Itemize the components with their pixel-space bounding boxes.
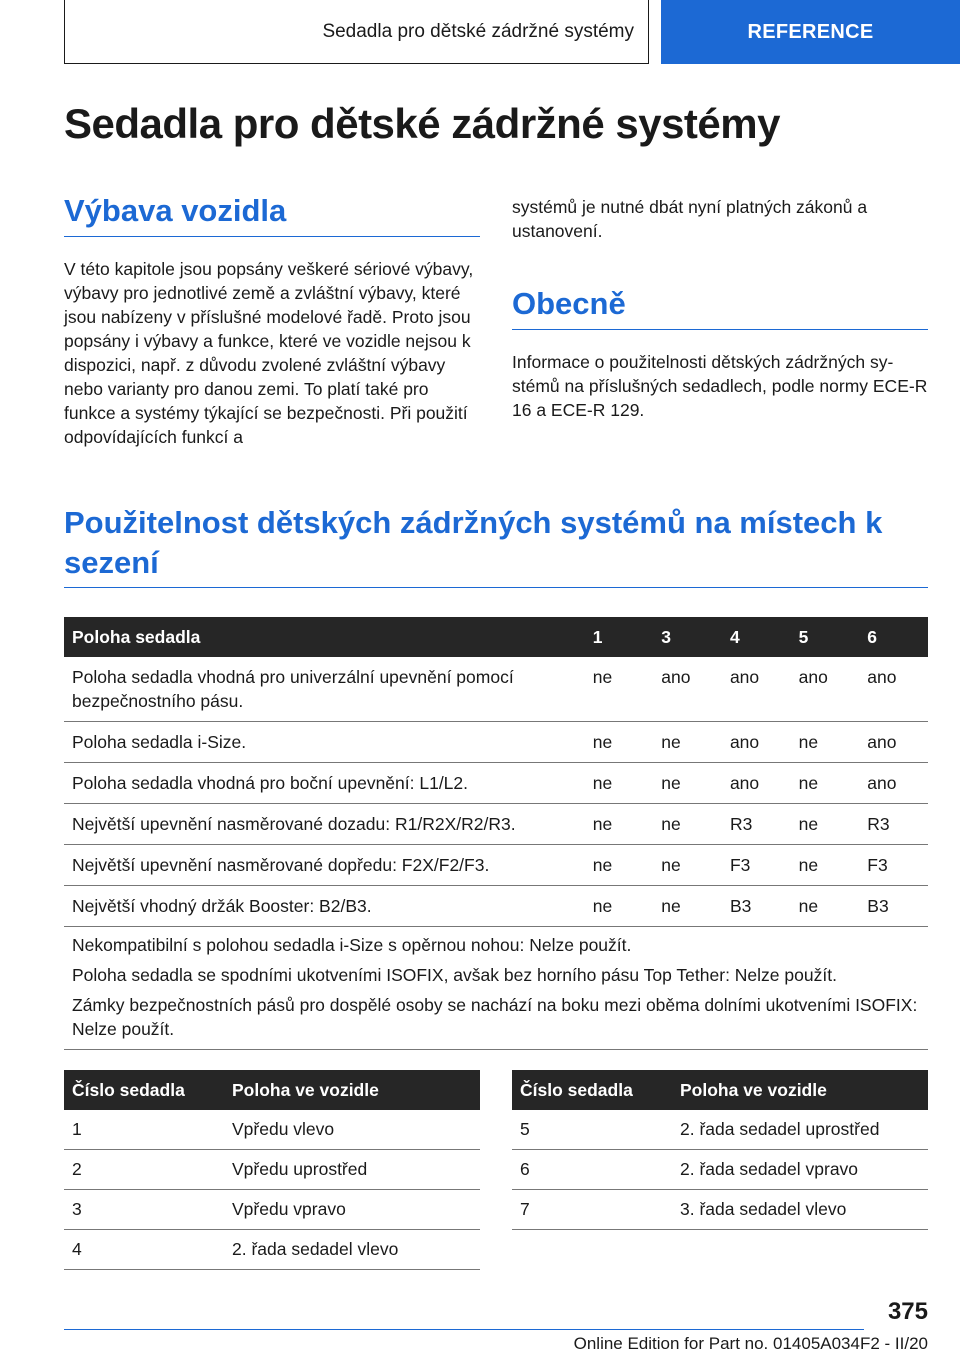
table-notes-row	[64, 927, 928, 1050]
table-row	[64, 886, 928, 927]
table-cell: ano	[722, 763, 791, 804]
table-cell: 2	[64, 1150, 224, 1190]
table-cell: Největší vhodný držák Booster: B2/B3.	[64, 886, 585, 927]
table-cell: ne	[585, 657, 654, 722]
table-cell: ne	[585, 804, 654, 845]
table-cell: 1	[64, 1110, 224, 1150]
table-cell: 2. řada sedadel uprostřed	[672, 1110, 928, 1150]
table-note: Poloha sedadla se spodními ukotveními ISOFIX, avšak bez horního pásu Top Tether: Nelze použít.	[72, 965, 837, 985]
table-row	[64, 1110, 480, 1150]
column-header: 5	[791, 617, 860, 657]
table-cell: ne	[653, 763, 722, 804]
table-cell: ne	[585, 886, 654, 927]
table-cell: ne	[791, 886, 860, 927]
column-header: Poloha ve vozidle	[224, 1070, 480, 1110]
table-notes	[64, 927, 928, 1050]
seat-suitability-table	[64, 617, 928, 1050]
column-header: 3	[653, 617, 722, 657]
section-pouzitelnost	[64, 503, 928, 588]
table-cell: B3	[859, 886, 928, 927]
column-header: Číslo sedadla	[512, 1070, 672, 1110]
section-text-obecne: Informace o použitelnosti dětských zádržných systémů na příslušných sedadlech, podle normy ECE-R 16 a ECE-R 129.	[512, 352, 928, 420]
section-title-obecne: Obecně	[512, 285, 928, 330]
section-text-vybava: V této kapitole jsou popsány veškeré sériové výbavy, výbavy pro jednotlivé země a zvláštní výbavy, které jsou nabízeny v příslušné modelové řadě. Proto jsou popsány i výbavy a funkce, které ve vozidle nejsou k dispozici, např. z důvodu zvolené zvláštní výbavy nebo varianty pro danou zemi. To platí také pro funkce a systémy týkající se bezpečnosti. Při použití odpovídajících funkcí a	[64, 259, 474, 447]
table-cell: ne	[585, 722, 654, 763]
table-cell: 7	[512, 1190, 672, 1230]
table-cell: 3	[64, 1190, 224, 1230]
table-cell: ne	[791, 804, 860, 845]
table-row	[64, 722, 928, 763]
table-cell: Největší upevnění nasměrované dopředu: F2X/F2/F3.	[64, 845, 585, 886]
table-cell: ano	[653, 657, 722, 722]
table-row	[64, 1150, 480, 1190]
table-row	[512, 1110, 928, 1150]
table-cell: 5	[512, 1110, 672, 1150]
table-cell: 4	[64, 1230, 224, 1270]
table-cell: 3. řada sedadel vlevo	[672, 1190, 928, 1230]
section-title-pouzitelnost: Použitelnost dětských zádržných systémů na místech k sezení	[64, 503, 928, 588]
table-row	[64, 763, 928, 804]
section-text-vybava-continued: systémů je nutné dbát nyní platných zákonů a ustanovení.	[512, 197, 868, 241]
table-cell: ne	[653, 804, 722, 845]
table-header-row	[512, 1070, 928, 1110]
table-cell: ano	[791, 657, 860, 722]
table-cell: ne	[653, 845, 722, 886]
seat-number-table-right	[512, 1070, 928, 1230]
column-header: 4	[722, 617, 791, 657]
page-title: Sedadla pro dětské zádržné systémy	[64, 100, 780, 147]
table-cell: B3	[722, 886, 791, 927]
footer-edition-text: Online Edition for Part no. 01405A034F2 - II/20	[573, 1334, 928, 1353]
section-title-vybava: Výbava vozidla	[64, 192, 480, 237]
table-cell: Poloha sedadla i-Size.	[64, 722, 585, 763]
table-cell: ne	[791, 845, 860, 886]
seat-number-table-left	[64, 1070, 480, 1270]
table-cell: ne	[585, 845, 654, 886]
table-cell: Poloha sedadla vhodná pro boční upevnění: L1/L2.	[64, 763, 585, 804]
column-header: Číslo sedadla	[64, 1070, 224, 1110]
table-cell: ne	[585, 763, 654, 804]
table-row	[64, 804, 928, 845]
table-cell: R3	[859, 804, 928, 845]
right-column	[512, 195, 928, 422]
table-cell: F3	[859, 845, 928, 886]
table-cell: Vpředu vpravo	[224, 1190, 480, 1230]
table-cell: ano	[722, 657, 791, 722]
column-header: 1	[585, 617, 654, 657]
table-cell: ano	[722, 722, 791, 763]
table-header-row	[64, 617, 928, 657]
table-cell: ne	[791, 763, 860, 804]
table-row	[64, 657, 928, 722]
table-cell: ano	[859, 763, 928, 804]
table-header-row	[64, 1070, 480, 1110]
table-cell: 6	[512, 1150, 672, 1190]
table-row	[64, 1190, 480, 1230]
column-header: Poloha ve vozidle	[672, 1070, 928, 1110]
table-row	[64, 845, 928, 886]
column-header: Poloha sedadla	[64, 617, 585, 657]
table-cell: R3	[722, 804, 791, 845]
footer-divider	[64, 1329, 864, 1330]
table-cell: F3	[722, 845, 791, 886]
column-header: 6	[859, 617, 928, 657]
table-cell: Největší upevnění nasměrované dozadu: R1/R2X/R2/R3.	[64, 804, 585, 845]
table-cell: ne	[791, 722, 860, 763]
page-number: 375	[887, 1298, 928, 1325]
table-cell: Vpředu uprostřed	[224, 1150, 480, 1190]
table-cell: ne	[653, 886, 722, 927]
reference-tab[interactable]	[661, 0, 960, 64]
table-note: Zámky bezpečnostních pásů pro dospělé osoby se nachází na boku mezi oběma dolními ukotveními ISOFIX: Nelze použít.	[72, 995, 918, 1039]
table-cell: ne	[653, 722, 722, 763]
header-section-title: Sedadla pro dětské zádržné systémy	[322, 20, 634, 42]
table-cell: ano	[859, 722, 928, 763]
table-cell: Vpředu vlevo	[224, 1110, 480, 1150]
table-row	[512, 1150, 928, 1190]
section-vybava	[64, 192, 480, 449]
table-cell: ano	[859, 657, 928, 722]
table-row	[512, 1190, 928, 1230]
reference-tab-label: REFERENCE	[747, 20, 874, 43]
table-note: Nekompatibilní s polohou sedadla i-Size s opěrnou nohou: Nelze použít.	[72, 935, 632, 955]
table-row	[64, 1230, 480, 1270]
header-section-box	[64, 0, 649, 64]
table-cell: 2. řada sedadel vpravo	[672, 1150, 928, 1190]
table-cell: 2. řada sedadel vlevo	[224, 1230, 480, 1270]
table-cell: Poloha sedadla vhodná pro univerzální upevnění pomocí bezpečnostního pásu.	[64, 657, 585, 722]
